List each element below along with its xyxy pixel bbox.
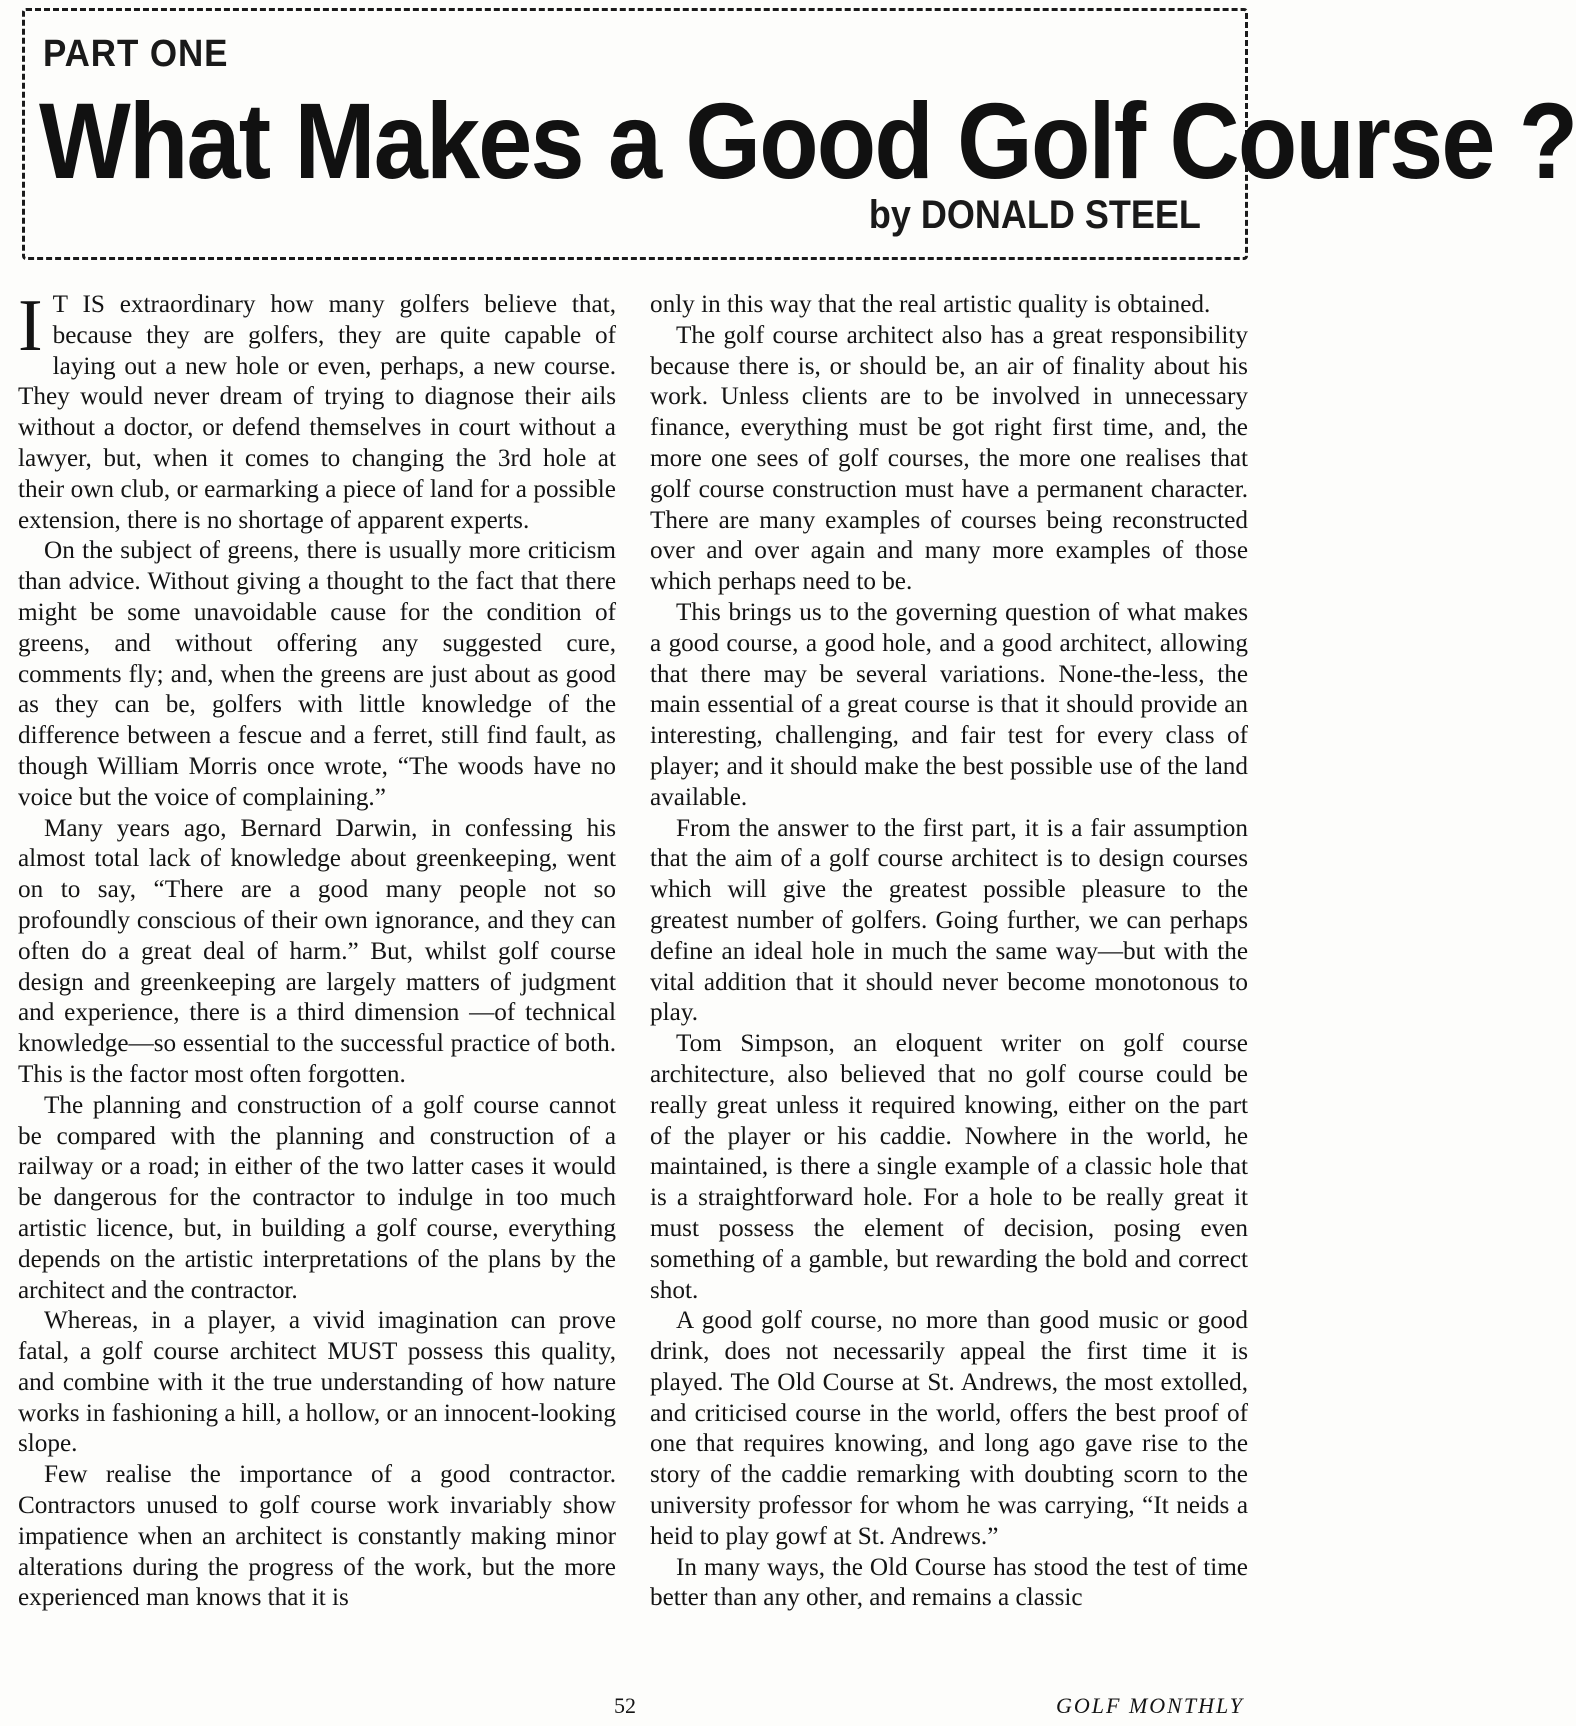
page-number: 52 [614,1693,636,1718]
paragraph: Tom Simpson, an eloquent writer on golf course architecture, also believed that no golf course could be really great unless it required knowing, either on the part of the player or his caddie. Nowhere in the world, he maintained, is there a single example of a classic hole that is a straightforward hole. For a hole to be really great it must possess the element of decision, posing even something of a gamble, but rewarding the bold and correct shot. [650,1030,1248,1304]
paragraph [18,285,616,536]
byline: by DONALD STEEL [868,193,1201,237]
paragraph: In many ways, the Old Course has stood the test of time better than any other, and remains a classic [650,1553,1248,1612]
paragraph: This brings us to the governing question of what makes a good course, a good hole, and a good architect, allowing that there may be several variations. None-the-less, the main essential of a great course is that it should provide an interesting, challenging, and fair test for every class of player; and it should make the best possible use of the land available. [650,598,1248,811]
paragraph: Whereas, in a player, a vivid imagination can prove fatal, a golf course architect MUST possess this quality, and combine with it the true understanding of how nature works in fashioning a hill, a hollow, or an innocent-looking slope. [18,1307,616,1458]
paragraph: A good golf course, no more than good music or good drink, does not necessarily appeal the first time it is played. The Old Course at St. Andrews, the most extolled, and criticised course in the world, offers the best proof of one that requires knowing, and long ago gave rise to the story of the caddie remarking with doubting scorn to the university professor for whom he was carrying, “It neids a heid to play gowf at St. Andrews.” [650,1307,1248,1550]
drop-cap: I [18,285,43,367]
title-box [22,8,1576,260]
article-title: What Makes a Good Golf Course ? [39,80,1576,201]
paragraph: The planning and construction of a golf course cannot be compared with the planning and construction of a railway or a road; in either of the two latter cases it would be dangerous for the contractor to indulge in too much artistic licence, but, in building a golf course, everything depends on the artistic interpretations of the plans by the architect and the contractor. [18,1091,616,1304]
paragraph: From the answer to the first part, it is a fair assumption that the aim of a golf course architect is to design courses which will give the greatest possible pleasure to the greatest number of golfers. Going further, we can perhaps define an ideal hole in much the same way—but with the vital addition that it should never become monotonous to play. [650,814,1248,1027]
page-footer [0,1693,1270,1723]
paragraph: Few realise the importance of a good contractor. Contractors unused to golf course work invariably show impatience when an architect is constantly making minor alterations during the progress of the work, but the more experienced man knows that it is [18,1461,616,1612]
part-label: PART ONE [43,33,229,75]
paragraph: On the subject of greens, there is usually more criticism than advice. Without giving a thought to the fact that there might be some unavoidable cause for the condition of greens, and without offering any suggested cure, comments fly; and, when the greens are just about as good as they can be, golfers with little knowledge of the difference between a fescue and a ferret, still find fault, as though William Morris once wrote, “The woods have no voice but the voice of complaining.” [18,537,616,811]
right-column [650,290,1248,1614]
paragraph: The golf course architect also has a great responsibility because there is, or should be, an air of finality about his work. Unless clients are to be involved in unnecessary finance, everything must be got right first time, and, the more one sees of golf courses, the more one realises that golf course construction must have a permanent character. There are many examples of courses being reconstructed over and over again and many more examples of those which perhaps need to be. [650,321,1248,596]
left-column [18,285,616,1614]
magazine-name: GOLF MONTHLY [1056,1693,1244,1718]
paragraph-text: T IS extraordinary how many golfers believe that, because they are golfers, they are quite capable of laying out a new hole or even, perhaps, a new course. They would never dream of trying to diagnose their ails without a doctor, or defend themselves in court without a lawyer, but, when it comes to changing the 3rd hole at their own club, or earmarking a piece of land for a possible extension, there is no shortage of apparent experts. [18,291,616,534]
paragraph: Many years ago, Bernard Darwin, in confessing his almost total lack of knowledge about greenkeeping, went on to say, “There are a good many people not so profoundly conscious of their own ignorance, and they can often do a great deal of harm.” But, whilst golf course design and greenkeeping are largely matters of judgment and experience, there is a third dimension —of technical knowledge—so essential to the successful practice of both. This is the factor most often forgotten. [18,814,616,1088]
paragraph: only in this way that the real artistic quality is obtained. [650,291,1211,318]
